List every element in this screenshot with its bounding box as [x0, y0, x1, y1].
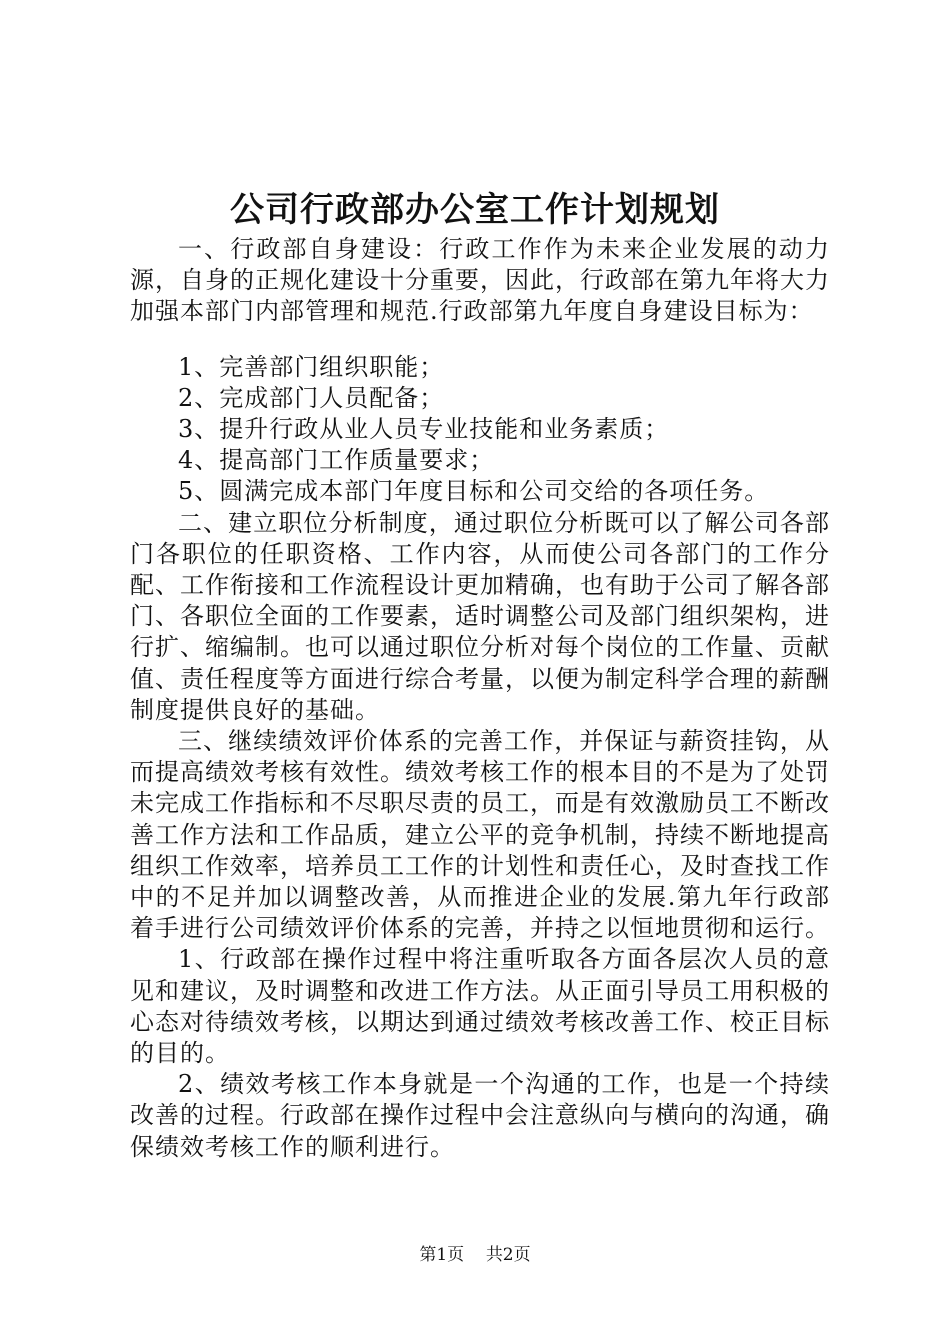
paragraph-gap: [130, 328, 830, 352]
page-number: 第1页: [419, 1245, 465, 1265]
section-3-item-1: 1、行政部在操作过程中将注重听取各方面各层次人员的意见和建议，及时调整和改进工作方法。从正面引导员工用积极的心态对待绩效考核，以期达到通过绩效考核改善工作、校正目标的目的。: [130, 945, 830, 1068]
goal-item: 1、完善部门组织职能；: [178, 352, 445, 381]
section-3-item-2: 2、绩效考核工作本身就是一个沟通的工作，也是一个持续改善的过程。行政部在操作过程中会注意纵向与横向的沟通，确保绩效考核工作的顺利进行。: [130, 1070, 830, 1161]
goal-item: 5、圆满完成本部门年度目标和公司交给的各项任务。: [178, 477, 770, 506]
intro-paragraph: 一、行政部自身建设：行政工作作为未来企业发展的动力源，自身的正规化建设十分重要，因此，行政部在第九年将大力加强本部门内部管理和规范.行政部第九年度自身建设目标为：: [130, 235, 830, 326]
section-3-paragraph: 三、继续绩效评价体系的完善工作，并保证与薪资挂钩，从而提高绩效考核有效性。绩效考核工作的根本目的不是为了处罚未完成工作指标和不尽职尽责的员工，而是有效激励员工不断改善工作方法和工作品质，建立公平的竞争机制，持续不断地提高组织工作效率，培养员工工作的计划性和责任心，及时查找工作中的不足并加以调整改善，从而推进企业的发展.第九年行政部着手进行公司绩效评价体系的完善，并持之以恒地贯彻和运行。: [130, 727, 830, 943]
section-2-paragraph: 二、建立职位分析制度，通过职位分析既可以了解公司各部门各职位的任职资格、工作内容，从而使公司各部门的工作分配、工作衔接和工作流程设计更加精确，也有助于公司了解各部门、各职位全面的工作要素，适时调整公司及部门组织架构，进行扩、缩编制。也可以通过职位分析对每个岗位的工作量、贡献值、责任程度等方面进行综合考量，以便为制定科学合理的薪酬制度提供良好的基础。: [130, 508, 830, 724]
page-footer: [0, 1243, 950, 1267]
page-total: 共2页: [485, 1245, 531, 1265]
document-body: [130, 234, 830, 1163]
goal-item: 4、提高部门工作质量要求；: [178, 446, 495, 475]
goal-item: 2、完成部门人员配备；: [178, 383, 445, 412]
goal-item: 3、提升行政从业人员专业技能和业务素质；: [178, 415, 670, 444]
footer-spacer: [470, 1245, 481, 1265]
document-title: 公司行政部办公室工作计划规划: [230, 190, 720, 230]
